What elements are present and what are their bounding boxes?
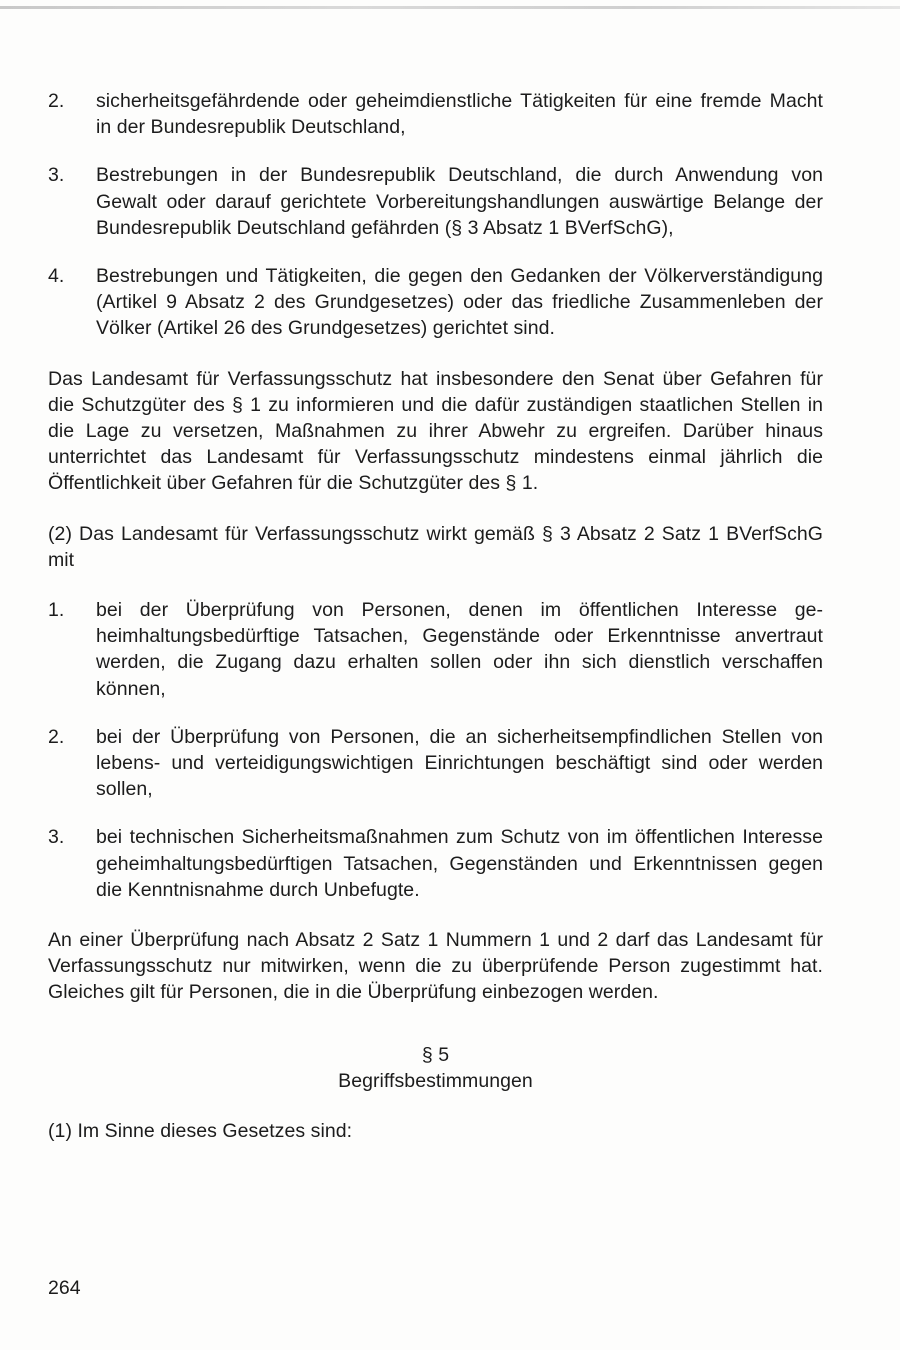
list-item-text: Bestrebungen und Tätigkeiten, die gegen den Gedanken der Völkerverständigung (Artikel 9 Absatz 2 des Grundgesetzes) oder das friedliche Zusammenleben der Völker (Artikel 26 des Grundgesetzes) gerichtet sind. [96,265,823,340]
page-number: 264 [48,1277,81,1299]
list-item-text: Bestrebungen in der Bundesrepublik Deutschland, die durch Anwendung von Gewalt oder darauf gerichtete Vorbereitungshandlungen auswärtige Belange der Bundesrepublik Deutschland gefährden (§ 3 Absatz 1 BVerfSchG), [96,164,823,239]
list-item-number: 2. [48,725,65,748]
list-item-number: 4. [48,265,65,288]
body-paragraph: An einer Überprüfung nach Absatz 2 Satz 1 Nummern 1 und 2 darf das Landesamt für Verfassungsschutz nur mitwirken, wenn die zu überprüfende Person zugestimmt hat. Gleiches gilt für Personen, die in die Überprüfung einbezogen werden. [48,929,823,1004]
body-paragraph: (2) Das Landesamt für Verfassungsschutz wirkt gemäß § 3 Absatz 2 Satz 1 BVerfSchG mit [48,522,823,571]
section-number: § 5 [421,1043,450,1066]
list-item [48,88,823,140]
list-item-number: 1. [48,599,65,622]
scan-top-edge [0,6,900,9]
list-item [48,724,823,803]
body-paragraph: (1) Im Sinne dieses Gesetzes sind: [48,1120,353,1143]
list-item-number: 3. [48,826,65,849]
list-item-text: sicherheitsgefährdende oder geheimdienstliche Tätigkeiten für eine fremde Macht in der Bundesrepublik Deutschland, [96,90,823,139]
list-item [48,597,823,702]
list-item-number: 2. [48,90,65,112]
list-item-text: bei der Überprüfung von Personen, denen im öffentlichen Interesse geheimhaltungsbedürftige Tatsachen, Gegenstände oder Erkenntnisse anvertraut werden, die Zugang dazu erhalten sollen oder ihn sich dienstlich verschaffen können, [96,599,823,700]
list-item-text: bei technischen Sicherheitsmaßnahmen zum Schutz von im öffentlichen Interesse geheimhaltungsbedürftigen Tatsachen, Gegenständen und Erkenntnissen gegen die Kenntnisnahme durch Unbefugte. [96,826,823,901]
page-content [48,88,823,1144]
list-item-text: bei der Überprüfung von Personen, die an sicherheitsempfindlichen Stellen von lebens- und verteidigungswichtigen Einrichtungen beschäftigt sind oder werden sollen, [96,725,823,801]
body-paragraph: Das Landesamt für Verfassungsschutz hat insbesondere den Senat über Gefahren für die Schutzgüter des § 1 zu informieren und die dafür zuständigen staatlichen Stellen in die Lage zu versetzen, Maßnahmen zu ihrer Abwehr zu ergreifen. Darüber hinaus unterrichtet das Landesamt für Verfassungsschutz mindestens einmal jährlich die Öffentlichkeit über Gefahren für die Schutzgüter des § 1. [48,367,823,495]
list-item [48,162,823,241]
list-item [48,824,823,903]
section-title: Begriffsbestimmungen [338,1069,533,1092]
list-item-number: 3. [48,164,65,187]
list-item [48,263,823,342]
section-heading [48,1042,823,1094]
